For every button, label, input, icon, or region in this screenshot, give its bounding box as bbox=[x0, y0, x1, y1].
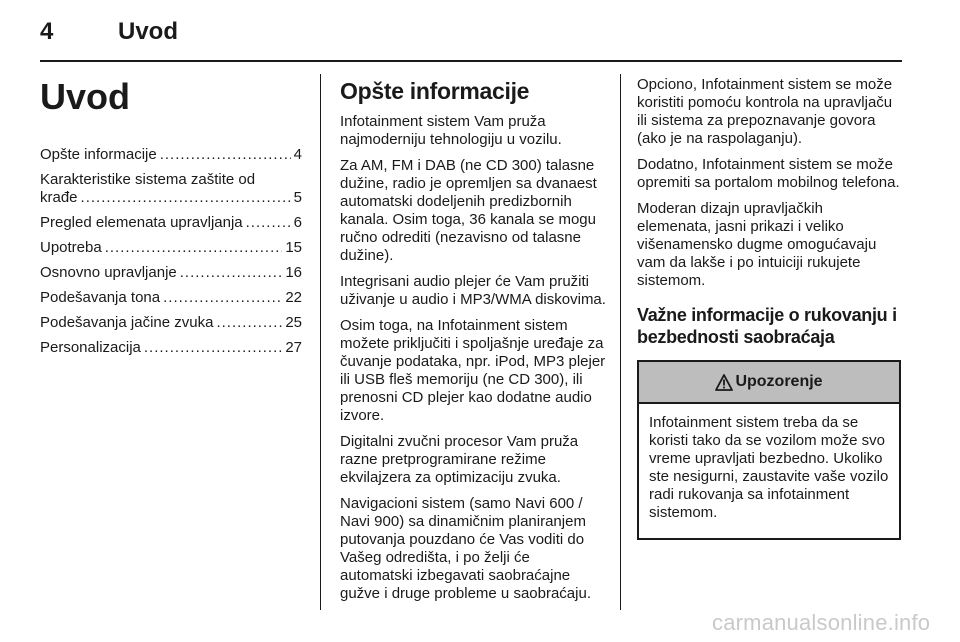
toc-page-number: 4 bbox=[293, 146, 302, 163]
toc-leader-dots bbox=[246, 214, 291, 232]
warning-text: Infotainment sistem treba da se koristi tako da se vozilom može svo vreme upravljati bezbedno. Ukoliko ste nesigurni, zaustavite vaše vozilo radi rukovanja sa infotainment sistemom. bbox=[649, 414, 889, 521]
toc-leader-dots bbox=[216, 314, 282, 332]
toc-entry-label: Upotreba bbox=[40, 239, 102, 256]
toc-entry[interactable] bbox=[40, 239, 302, 257]
column-divider bbox=[620, 74, 621, 610]
toc-page-number: 25 bbox=[285, 314, 302, 331]
toc-leader-dots bbox=[105, 239, 283, 257]
toc-entry[interactable] bbox=[40, 314, 302, 332]
toc-entry-label: Podešavanja tona bbox=[40, 289, 161, 306]
toc-leader-dots bbox=[163, 289, 282, 307]
toc-page-number: 6 bbox=[293, 214, 302, 231]
page-number: 4 bbox=[40, 18, 54, 45]
warning-title: Upozorenje bbox=[735, 373, 823, 390]
header-title: Uvod bbox=[118, 18, 178, 45]
toc-entry[interactable] bbox=[40, 289, 302, 307]
paragraph: Osim toga, na Infotainment sistem možete priključiti i spoljašnje uređaje za čuvanje podataka, npr. iPod, MP3 plejer ili USB fleš memoriju (ne CD 300), ili prenosni CD plejer kao dodatne audio izvore. bbox=[340, 317, 606, 424]
toc-leader-dots bbox=[160, 146, 291, 164]
paragraph: Navigacioni sistem (samo Navi 600 / Navi 900) sa dinamičnim planiranjem putovanja pouzdano će Vas voditi do Vašeg odredišta, i po želji će automatski izbegavati saobraćajne gužve i druge probleme u saobraćaju. bbox=[340, 495, 591, 602]
toc-entry-label: Podešavanja jačine zvuka bbox=[40, 314, 214, 331]
section-title: Opšte informacije bbox=[340, 78, 530, 104]
chapter-title: Uvod bbox=[40, 76, 130, 117]
toc-entry[interactable] bbox=[40, 214, 302, 232]
toc-page-number: 16 bbox=[285, 264, 302, 281]
body-column-2 bbox=[340, 70, 606, 611]
toc-page-number: 27 bbox=[285, 339, 302, 356]
paragraph: Za AM, FM i DAB (ne CD 300) talasne dužine, radio je opremljen sa dvanaest automatski dodeljenih predizbornih kanala. Osim toga, 36 kanala se mogu ručno odrediti (nezavisno od talasne dužine). bbox=[340, 157, 597, 264]
toc-entry-label: krađe bbox=[40, 189, 78, 206]
header-divider bbox=[40, 60, 902, 62]
paragraph: Infotainment sistem Vam pruža najmoderniju tehnologiju u vozilu. bbox=[340, 113, 562, 148]
toc-entry-label: Pregled elemenata upravljanja bbox=[40, 214, 243, 231]
toc-entry-label: Opšte informacije bbox=[40, 146, 157, 163]
toc-entry-label: Personalizacija bbox=[40, 339, 141, 356]
toc-page-number: 15 bbox=[285, 239, 302, 256]
toc-entry-label: Osnovno upravljanje bbox=[40, 264, 177, 281]
warning-triangle-icon bbox=[715, 374, 733, 391]
page-header bbox=[40, 16, 902, 56]
body-column-3 bbox=[637, 76, 901, 540]
toc-entry[interactable] bbox=[40, 146, 302, 164]
toc-entry-label: Karakteristike sistema zaštite od bbox=[40, 171, 256, 188]
paragraph: Digitalni zvučni procesor Vam pruža razne pretprogramirane režime ekvilajzera za optimizaciju zvuka. bbox=[340, 433, 579, 486]
toc-entry[interactable] bbox=[40, 339, 302, 357]
toc-leader-dots bbox=[180, 264, 283, 282]
toc-leader-dots bbox=[144, 339, 282, 357]
warning-header bbox=[639, 362, 899, 404]
toc-page-number: 5 bbox=[293, 189, 302, 206]
toc-entry[interactable] bbox=[40, 171, 302, 207]
toc-column bbox=[40, 70, 302, 364]
subsection-title: Važne informacije o rukovanju i bezbednosti saobraćaja bbox=[637, 305, 897, 347]
paragraph: Opciono, Infotainment sistem se može koristiti pomoću kontrola na upravljaču ili sistema za prepoznavanje govora (ako je na raspolaganju). bbox=[637, 76, 893, 147]
toc-leader-dots bbox=[81, 189, 291, 207]
toc-page-number: 22 bbox=[285, 289, 302, 306]
paragraph: Moderan dizajn upravljačkih elemenata, jasni prikazi i veliko višenamensko dugme omogućavaju vam da lakše i po intuiciji rukujete sistemom. bbox=[637, 200, 877, 289]
table-of-contents bbox=[40, 146, 302, 357]
column-divider bbox=[320, 74, 321, 610]
toc-entry[interactable] bbox=[40, 264, 302, 282]
paragraph: Integrisani audio plejer će Vam pružiti uživanje u audio i MP3/WMA diskovima. bbox=[340, 273, 606, 308]
watermark: carmanualsonline.info bbox=[712, 610, 931, 635]
warning-box bbox=[637, 360, 901, 540]
paragraph: Dodatno, Infotainment sistem se može opremiti sa portalom mobilnog telefona. bbox=[637, 156, 900, 191]
